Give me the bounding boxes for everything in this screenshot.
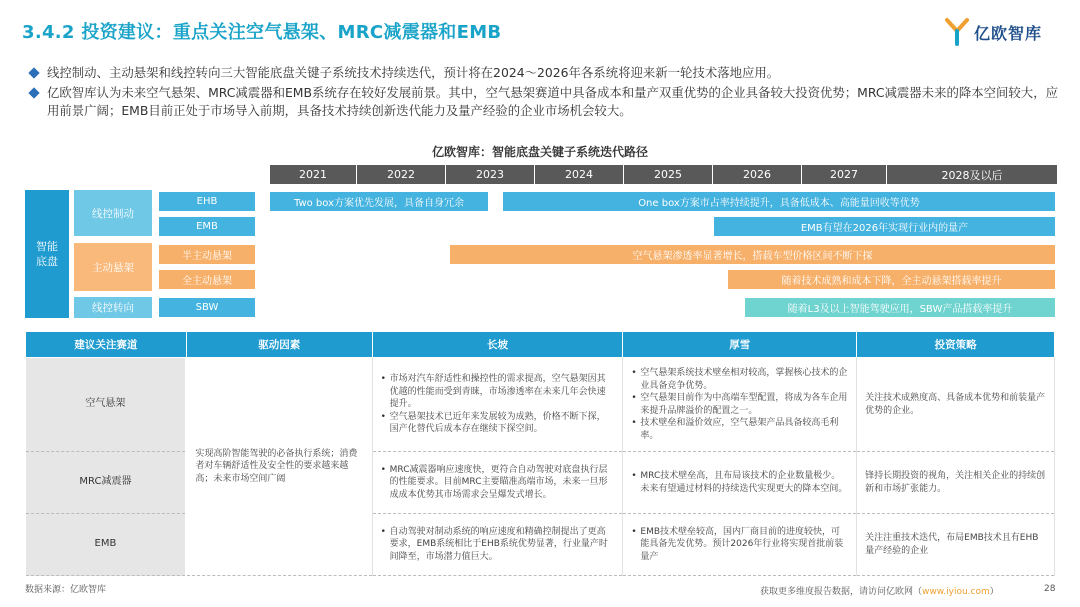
column-header: 驱动因素 [186, 332, 372, 358]
roadmap-bar: EMB有望在2026年实现行业内的量产 [714, 217, 1055, 236]
drive-factor: 实现高阶智能驾驶的必备执行系统；消费者对车辆舒适性及安全性的要求越来越高；未来市场空间广阔 [186, 358, 372, 576]
bullet-text: 线控制动、主动悬架和线控转向三大智能底盘关键子系统技术持续迭代，预计将在2024～2026年各系统将迎来新一轮技术落地应用。 [47, 65, 780, 80]
year-cell: 2022 [357, 165, 445, 184]
table-row [26, 514, 1055, 576]
strategy-cell: 关注技术成熟度高、具备成本优势和前装量产优势的企业。 [857, 358, 1055, 452]
year-cell: 2024 [535, 165, 623, 184]
list-item: • 自动驾驶对制动系统的响应速度和精确控制提出了更高要求，EMB系统相比于EHB系统优势显著，行业量产时间降至，市场潜力值巨大。 [381, 526, 615, 564]
category-brake: 线控制动 [74, 190, 152, 236]
year-cell: 2023 [446, 165, 534, 184]
table-row [26, 452, 1055, 514]
list-item: • EMB技术壁垒较高，国内厂商目前的进度较快，可能具备先发优势。预计2026年行业将实现首批前装量产 [631, 526, 848, 564]
page-title: 3.4.2 投资建议：重点关注空气悬架、MRC减震器和EMB [22, 22, 502, 43]
year-cell: 2025 [624, 165, 712, 184]
roadmap-bar: One box方案市占率持续提升，具备低成本、高能量回收等优势 [503, 192, 1055, 211]
subsystem-ehb: EHB [159, 192, 255, 211]
column-header: 投资策略 [857, 332, 1055, 358]
yiou-logo-icon [944, 17, 970, 47]
table-header-row [26, 332, 1055, 358]
roadmap-bar: 随着L3及以上智能驾驶应用，SBW产品搭载率提升 [745, 298, 1055, 317]
strategy-cell: 锋持长期投资的视角，关注相关企业的持续创新和市场扩张能力。 [857, 452, 1055, 514]
category-steering: 线控转向 [74, 297, 152, 318]
diamond-bullet-icon [28, 87, 39, 98]
year-header [270, 165, 1058, 184]
list-item: • MRC减震器响应速度快，更符合自动驾驶对底盘执行层的性能要求。目前MRC主要瞄准高端市场，未来一旦形成成本优势其市场需求会呈爆发式增长。 [381, 464, 615, 502]
subsystem-emb: EMB [159, 217, 255, 236]
column-header: 厚雪 [623, 332, 857, 358]
list-item: • 技术壁垒和溢价效应，空气悬架产品具备较高毛利率。 [631, 417, 848, 442]
table-row [26, 358, 1055, 452]
long-slope-cell [372, 452, 623, 514]
list-item: • 市场对汽车舒适性和操控性的需求提高，空气悬架因其优越的性能而受到青睐，市场渗透率在未来几年会快速提升。 [381, 373, 615, 411]
diamond-bullet-icon [28, 67, 39, 78]
chassis-root-text: 智能底盘 [36, 240, 58, 268]
footer-contact [760, 584, 999, 597]
thick-snow-cell [623, 452, 857, 514]
logo-text: 亿欧智库 [974, 23, 1043, 43]
roadmap-bar: 随着技术成熟和成本下降，全主动悬架搭载率提升 [728, 270, 1055, 289]
diagram-title: 亿欧智库：智能底盘关键子系统迭代路径 [431, 145, 648, 159]
track-name: 空气悬架 [26, 358, 187, 452]
logo [944, 14, 1064, 50]
subsystem-semi-active: 半主动悬架 [159, 245, 255, 264]
thick-snow-cell [623, 358, 857, 452]
track-name: EMB [26, 514, 187, 576]
year-cell: 2021 [270, 165, 356, 184]
year-cell: 2027 [802, 165, 886, 184]
year-cell: 2026 [713, 165, 801, 184]
list-item: • MRC技术壁垒高，且布局该技术的企业数量极少。未来有望通过材料的持续迭代实现更大的降本空间。 [631, 470, 848, 495]
subsystem-full-active: 全主动悬架 [159, 270, 255, 289]
column-header: 长坡 [372, 332, 623, 358]
bullet-text: 亿欧智库认为未来空气悬架、MRC减震器和EMB系统存在较好发展前景。其中，空气悬架赛道中具备成本和量产双重优势的企业具备较大投资优势；MRC减震器未来的降本空间较大，应用前景广阔；EMB目前正处于市场导入前期，具备技术持续创新迭代能力及量产经验的企业市场机会较大。 [47, 85, 1058, 118]
subsystem-sbw: SBW [159, 298, 255, 317]
track-name: MRC减震器 [26, 452, 187, 514]
category-suspension: 主动悬架 [74, 243, 152, 291]
list-item: • 空气悬架技术已近年来发展较为成熟，价格不断下探，国产化替代后成本存在继续下探空间。 [381, 411, 615, 436]
page-number: 28 [1044, 584, 1056, 594]
investment-table [25, 331, 1055, 576]
summary-bullets [30, 64, 1070, 122]
strategy-cell: 关注注重技术迭代，布局EMB技术且有EHB量产经验的企业 [857, 514, 1055, 576]
bullet-item [30, 64, 1070, 82]
roadmap-bar: 空气悬架渗透率显著增长，搭载车型价格区间不断下探 [450, 245, 1055, 264]
long-slope-cell [372, 514, 623, 576]
roadmap-bar: Two box方案优先发展，具备自身冗余 [270, 192, 488, 211]
column-header: 建议关注赛道 [26, 332, 187, 358]
contact-suffix: ） [989, 587, 999, 597]
iyiou-link[interactable]: www.iyiou.com [922, 587, 990, 597]
list-item: • 空气悬架系统技术壁垒相对较高，掌握核心技术的企业具备竞争优势。 [631, 367, 848, 392]
contact-prefix: 获取更多维度报告数据，请访问亿欧网（ [760, 587, 923, 597]
bullet-item [30, 84, 1070, 120]
long-slope-cell [372, 358, 623, 452]
year-cell: 2028及以后 [887, 165, 1057, 184]
list-item: • 空气悬架目前作为中高端车型配置，将成为各车企用来提升品牌溢价的配置之一。 [631, 392, 848, 417]
chassis-root-label [25, 190, 69, 318]
data-source: 数据来源：亿欧智库 [25, 585, 107, 595]
thick-snow-cell [623, 514, 857, 576]
